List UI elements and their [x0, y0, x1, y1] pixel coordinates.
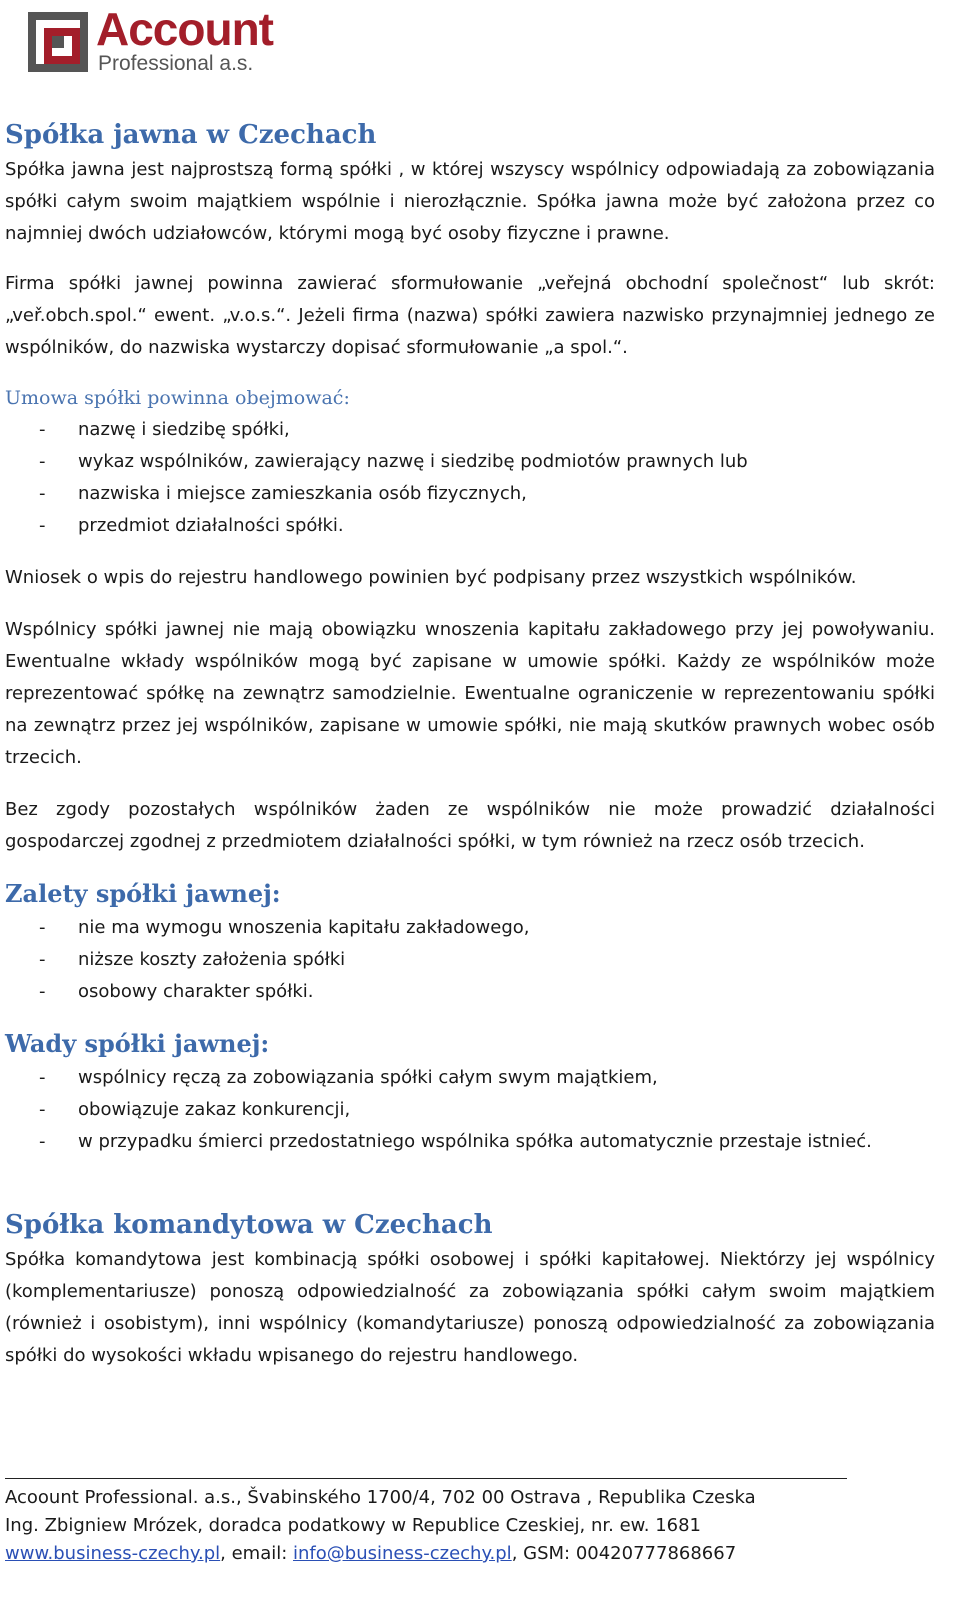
paragraph: Wniosek o wpis do rejestru handlowego powinien być podpisany przez wszystkich wspólników.	[5, 567, 857, 588]
section-title-jawna: Spółka jawna w Czechach	[5, 120, 377, 150]
list-item: - w przypadku śmierci przedostatniego wspólnika spółka automatycznie przestaje istnieć.	[39, 1131, 872, 1152]
footer-divider	[5, 1478, 847, 1479]
section-title-komandytowa: Spółka komandytowa w Czechach	[5, 1210, 493, 1240]
footer-address: Acoount Professional. a.s., Švabinského 1700/4, 702 00 Ostrava , Republika Czeska	[5, 1487, 756, 1508]
list-item: - nie ma wymogu wnoszenia kapitału zakładowego,	[39, 917, 530, 938]
footer-advisor: Ing. Zbigniew Mrózek, doradca podatkowy w Republice Czeskiej, nr. ew. 1681	[5, 1515, 701, 1536]
list-item: - przedmiot działalności spółki.	[39, 515, 344, 536]
company-logo	[26, 3, 286, 78]
paragraph: Spółka jawna jest najprostszą formą spółki , w której wszyscy wspólnicy odpowiadają za zobowiązania spółki całym swoim majątkiem wspólnie i nierozłącznie. Spółka jawna może być założona przez co najmniej dwóch udziałowców, którymi mogą być osoby fizyczne i prawne.	[5, 159, 935, 244]
paragraph: Firma spółki jawnej powinna zawierać sformułowanie „veřejná obchodní společnost“ lub skrót: „veř.obch.spol.“ ewent. „v.o.s.“. Jeżeli firma (nazwa) spółki zawiera nazwisko przynajmniej jednego ze wspólników, do nazwiska wystarczy dopisać sformułowanie „a spol.“.	[5, 273, 935, 358]
list-item: - osobowy charakter spółki.	[39, 981, 314, 1002]
wady-list	[5, 1062, 935, 1158]
list-item: - nazwiska i miejsce zamieszkania osób fizycznych,	[39, 483, 527, 504]
umowa-list	[5, 414, 935, 542]
document-body	[5, 116, 935, 1372]
logo-title: Account	[96, 3, 273, 55]
list-item: - niższe koszty założenia spółki	[39, 949, 346, 970]
website-link[interactable]: www.business-czechy.pl	[5, 1543, 221, 1564]
wady-heading: Wady spółki jawnej:	[5, 1029, 270, 1058]
logo-subtitle: Professional a.s.	[98, 52, 254, 75]
list-item: - obowiązuje zakaz konkurencji,	[39, 1099, 351, 1120]
list-item: - nazwę i siedzibę spółki,	[39, 419, 290, 440]
footer-contact: www.business-czechy.pl, email: info@business-czechy.pl, GSM: 00420777868667	[5, 1543, 737, 1564]
logo-mark-icon	[26, 10, 90, 74]
zalety-list	[5, 912, 935, 1008]
footer	[5, 1484, 955, 1568]
paragraph: Wspólnicy spółki jawnej nie mają obowiązku wnoszenia kapitału zakładowego przy jej powoływaniu. Ewentualne wkłady wspólników mogą być zapisane w umowie spółki. Każdy ze wspólników może reprezentować spółkę na zewnątrz samodzielnie. Ewentualne ograniczenie w reprezentowaniu spółki na zewnątrz przez jej wspólników, zapisane w umowie spółki, nie mają skutków prawnych wobec osób trzecich.	[5, 619, 935, 768]
paragraph: Bez zgody pozostałych wspólników żaden ze wspólników nie może prowadzić działalności gospodarczej zgodnej z przedmiotem działalności spółki, w tym również na rzecz osób trzecich.	[5, 799, 935, 852]
gsm-number: , GSM: 00420777868667	[511, 1543, 737, 1564]
zalety-heading: Zalety spółki jawnej:	[5, 879, 281, 908]
email-link[interactable]: info@business-czechy.pl	[293, 1543, 512, 1564]
list-item: - wspólnicy ręczą za zobowiązania spółki całym swym majątkiem,	[39, 1067, 658, 1088]
list-item: - wykaz wspólników, zawierający nazwę i siedzibę podmiotów prawnych lub	[39, 451, 748, 472]
umowa-heading: Umowa spółki powinna obejmować:	[5, 387, 350, 409]
paragraph: Spółka komandytowa jest kombinacją spółki osobowej i spółki kapitałowej. Niektórzy jej wspólnicy (komplementariusze) ponoszą odpowiedzialność za zobowiązania spółki całym swoim majątkiem (również i osobistym), inni wspólnicy (komandytariusze) ponoszą odpowiedzialność za zobowiązania spółki do wysokości wkładu wpisanego do rejestru handlowego.	[5, 1249, 935, 1366]
